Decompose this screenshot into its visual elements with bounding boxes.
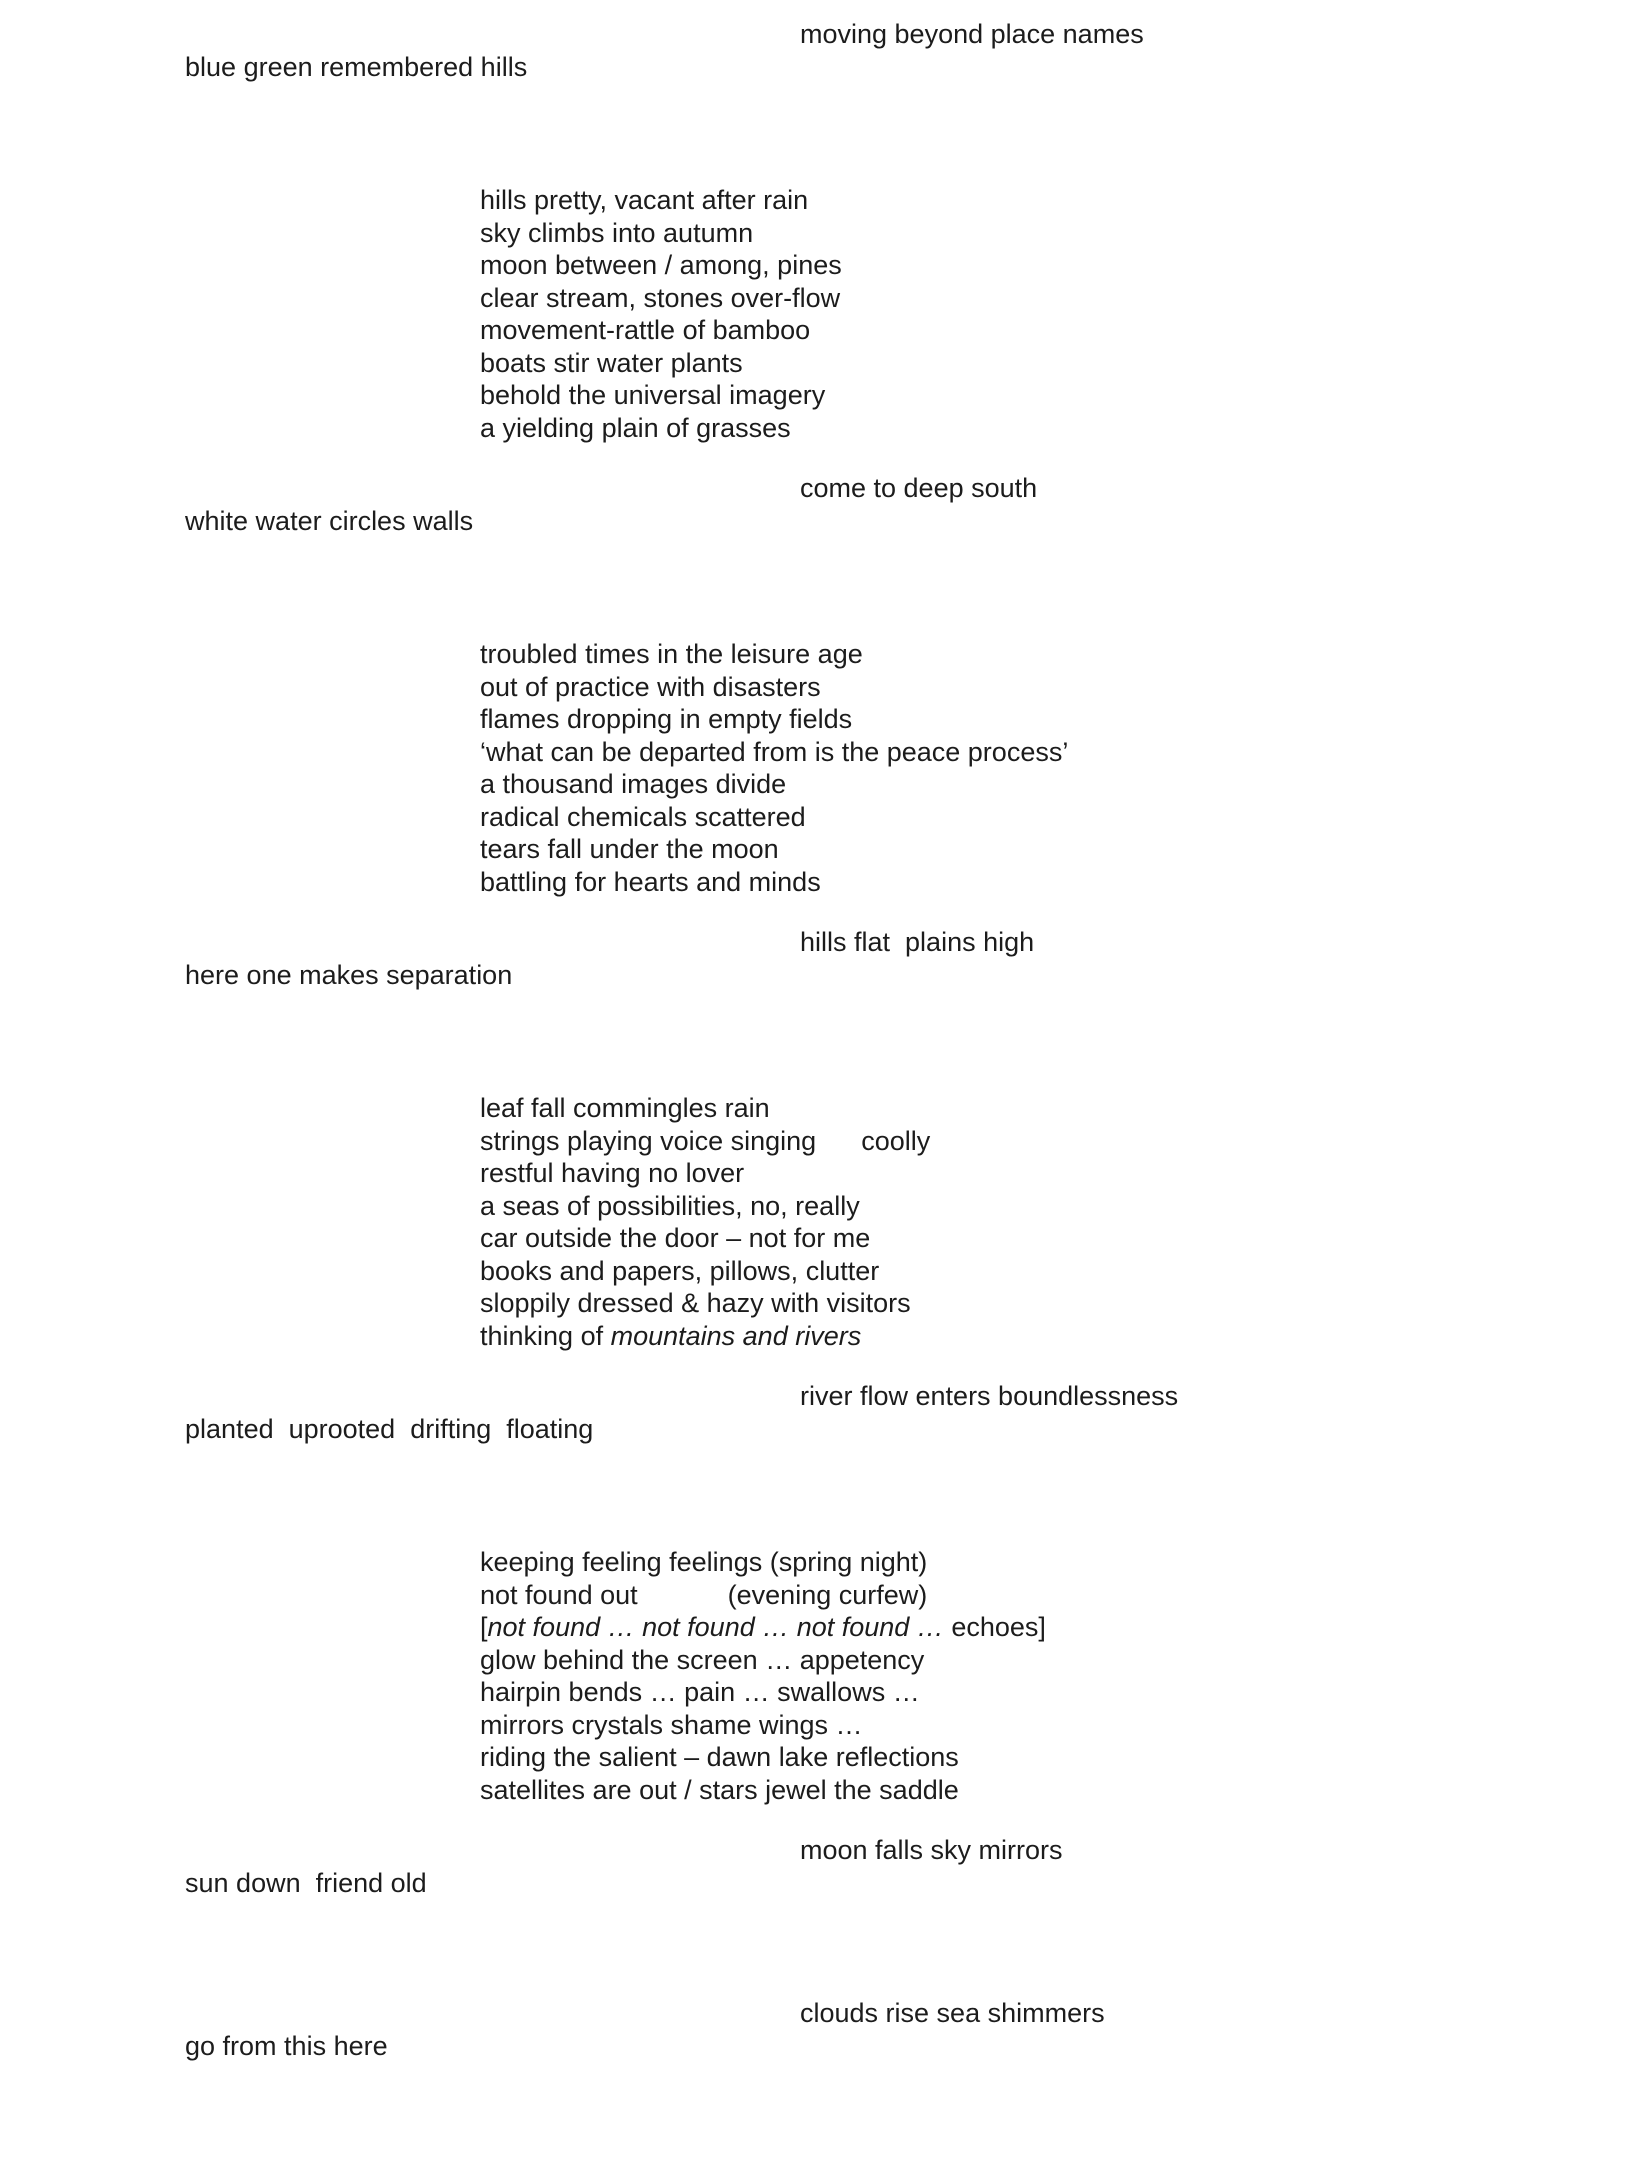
stanza-4 xyxy=(480,1546,1644,1806)
poem-line: out of practice with disasters xyxy=(480,671,821,702)
right-header: clouds rise sea shimmers xyxy=(800,1998,1105,2028)
poem-line-roman-segment: echoes] xyxy=(943,1612,1046,1642)
left-header: sun down friend old xyxy=(185,1868,427,1898)
poem-line-with-italic xyxy=(480,1320,1644,1353)
poem-line: books and papers, pillows, clutter xyxy=(480,1255,880,1286)
poem-line: riding the salient – dawn lake reflections xyxy=(480,1742,959,1772)
poem-line: behold the universal imagery xyxy=(480,380,826,410)
poem-line-italic-segment: not found … not found … not found … xyxy=(487,1612,944,1642)
poem-line: boats stir water plants xyxy=(480,347,743,378)
right-header: moving beyond place names xyxy=(800,19,1144,49)
poem-line-roman-segment: thinking of xyxy=(480,1320,611,1351)
poem-line: sky climbs into autumn xyxy=(480,217,754,248)
poem-line: a seas of possibilities, no, really xyxy=(480,1190,860,1221)
poem-line: ‘what can be departed from is the peace process’ xyxy=(480,736,1069,767)
poem-line: not found out (evening curfew) xyxy=(480,1579,928,1610)
poem-line: mirrors crystals shame wings … xyxy=(480,1709,863,1740)
right-header: river flow enters boundlessness xyxy=(800,1381,1179,1411)
poem-line: leaf fall commingles rain xyxy=(480,1093,770,1123)
poem-line: keeping feeling feelings (spring night) xyxy=(480,1547,928,1577)
footer-row-2 xyxy=(0,1997,1644,2129)
poem-line: car outside the door – not for me xyxy=(480,1223,871,1253)
left-header: go from this here xyxy=(185,2031,388,2061)
right-header: moon falls sky mirrors xyxy=(800,1835,1063,1865)
poem-line: strings playing voice singing coolly xyxy=(480,1125,931,1156)
poem-line: moon between / among, pines xyxy=(480,250,842,280)
poem-line: satellites are out / stars jewel the saddle xyxy=(480,1774,959,1805)
poem-line: radical chemicals scattered xyxy=(480,801,806,832)
right-header: come to deep south xyxy=(800,473,1038,503)
poem-line: battling for hearts and minds xyxy=(480,866,821,897)
left-header: here one makes separation xyxy=(185,960,513,990)
poem-line: flames dropping in empty fields xyxy=(480,704,853,734)
right-header: hills flat plains high xyxy=(800,927,1035,957)
footer-row-1 xyxy=(0,1834,1644,1966)
poem-line: hairpin bends … pain … swallows … xyxy=(480,1677,920,1707)
left-header: blue green remembered hills xyxy=(185,52,528,82)
poem-line: troubled times in the leisure age xyxy=(480,639,863,669)
poem-line: sloppily dressed & hazy with visitors xyxy=(480,1288,911,1318)
left-header: planted uprooted drifting floating xyxy=(185,1414,594,1444)
poem-line: clear stream, stones over-flow xyxy=(480,282,841,313)
header-row-1 xyxy=(0,18,1644,150)
poem-line: glow behind the screen … appetency xyxy=(480,1644,925,1675)
poem-line-roman-segment: [ xyxy=(480,1612,488,1642)
poem-line: tears fall under the moon xyxy=(480,834,779,864)
poem-line: a thousand images divide xyxy=(480,769,787,799)
poem-line: restful having no lover xyxy=(480,1158,745,1188)
poem-line-italic-segment: mountains and rivers xyxy=(610,1320,862,1351)
stanza-3 xyxy=(480,1092,1644,1352)
stanza-1 xyxy=(480,184,1644,444)
header-row-2 xyxy=(0,472,1644,604)
left-header: white water circles walls xyxy=(185,506,474,536)
poem-line: a yielding plain of grasses xyxy=(480,412,791,443)
header-row-4 xyxy=(0,1380,1644,1512)
header-row-3 xyxy=(0,926,1644,1058)
poem-line: movement-rattle of bamboo xyxy=(480,315,811,345)
stanza-2 xyxy=(480,638,1644,898)
poem-line: hills pretty, vacant after rain xyxy=(480,185,809,215)
poem-line-with-italic xyxy=(480,1611,1644,1644)
